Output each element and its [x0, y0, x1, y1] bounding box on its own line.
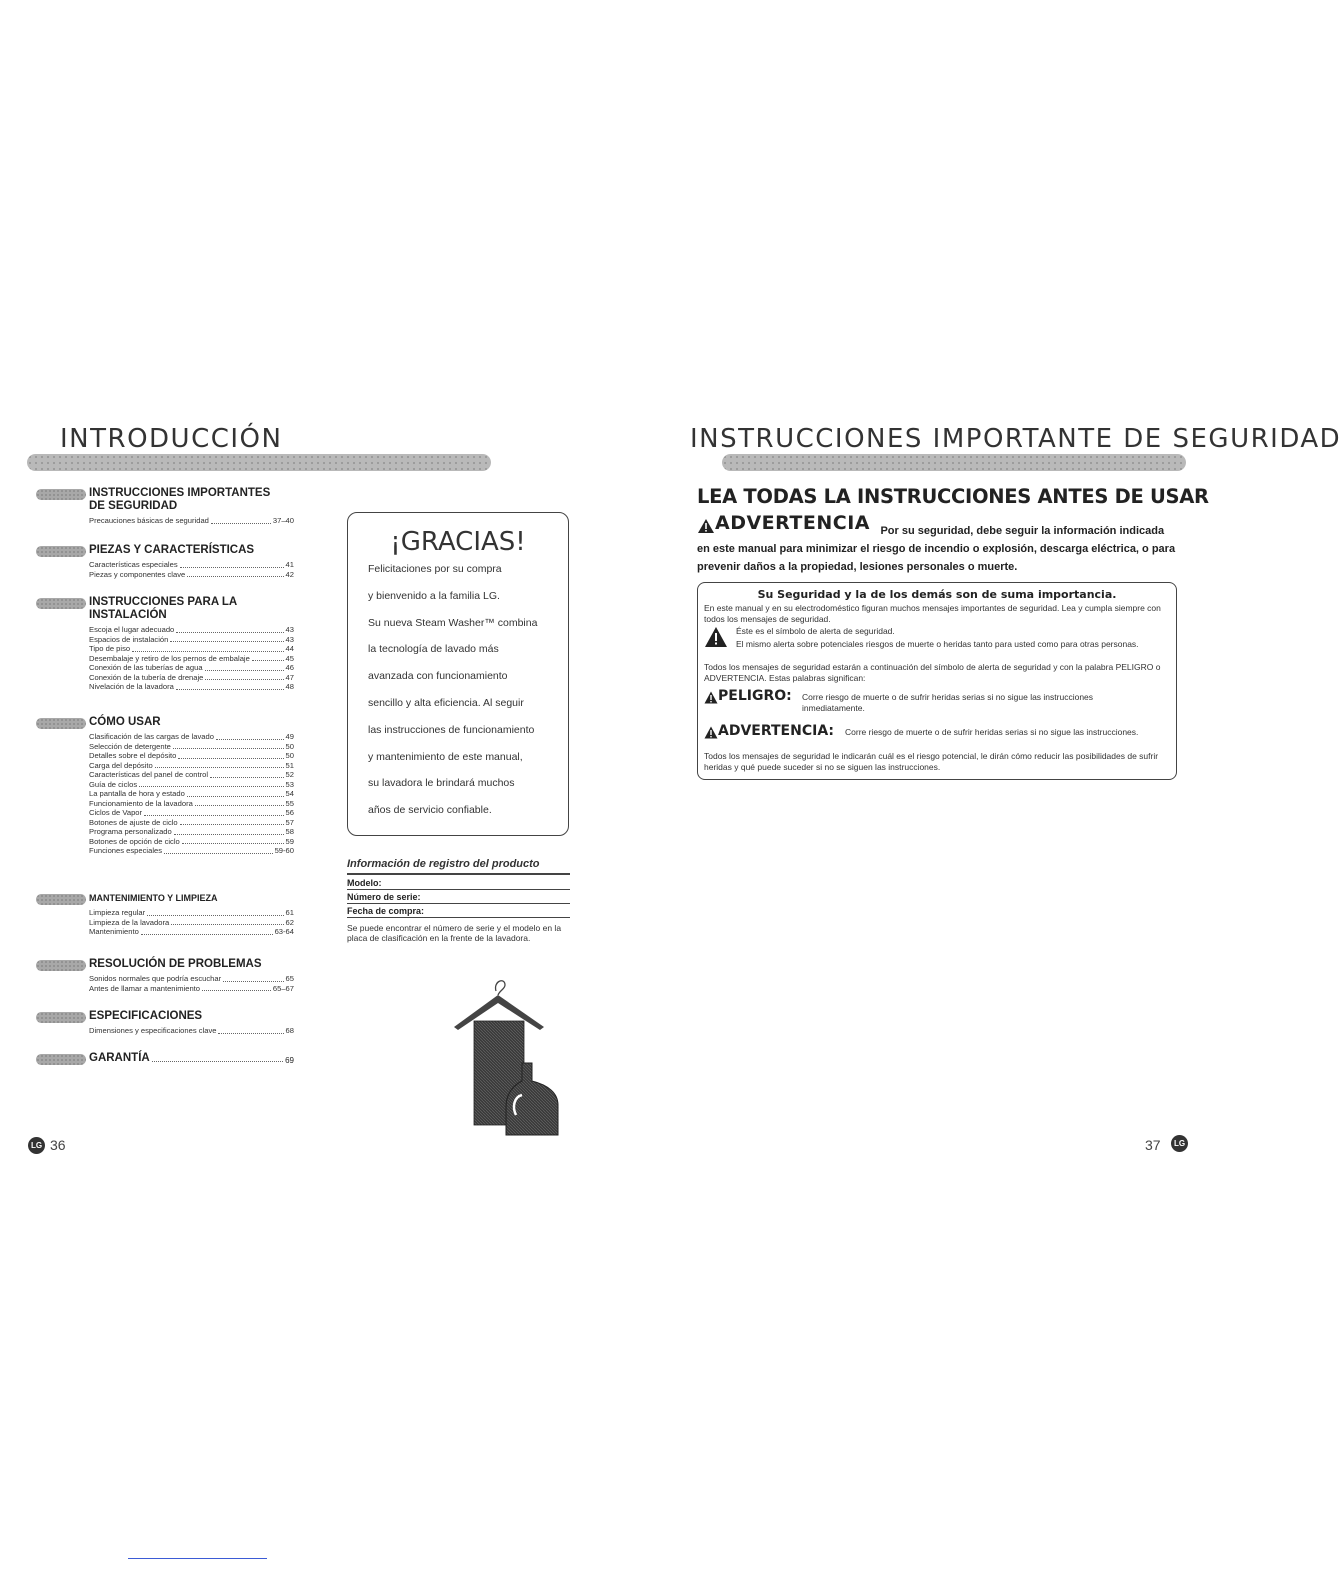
toc-item: [89, 663, 294, 673]
toc-item: [89, 751, 294, 761]
toc-item-text: Características especiales: [89, 560, 178, 569]
toc-item-page: 49: [285, 732, 294, 741]
toc-item-text: Sonidos normales que podría escuchar: [89, 974, 222, 983]
toc-item-text: Ciclos de Vapor: [89, 808, 143, 817]
toc-heading: PIEZAS Y CARACTERÍSTICAS: [89, 544, 255, 556]
toc-item-page: 65–67: [272, 983, 294, 993]
toc-item-text: Programa personalizado: [89, 827, 172, 836]
toc-item-text: Características del panel de control: [89, 770, 209, 779]
model-field: [347, 878, 570, 890]
toc-pill-icon: [36, 1012, 86, 1023]
safety-intro: En este manual y en su electrodoméstico figuran muchos mensajes importantes de seguridad. Lea y cumpla siempre con todos los mensajes de seguridad.: [704, 603, 1161, 624]
toc-item-page: 58: [285, 827, 294, 836]
toc-section: [36, 596, 306, 692]
toc-item-page: 52: [285, 770, 294, 779]
toc-leader-dots: [252, 660, 284, 661]
toc-item-page: 54: [285, 789, 294, 798]
toc-item: [89, 644, 294, 654]
toc-item: [89, 808, 294, 818]
toc-item-text: Guía de ciclos: [89, 779, 138, 789]
toc-item-text: Piezas y componentes clave: [89, 569, 186, 579]
toc-item-page: 45: [285, 653, 294, 663]
toc-item: [89, 770, 294, 780]
toc-item-text: Limpieza regular: [89, 908, 146, 917]
toc-item: [89, 560, 294, 570]
toc-item-text: Tipo de piso: [89, 644, 131, 653]
toc-pill-icon: [36, 598, 86, 609]
toc-item-page: 65: [285, 974, 294, 983]
toc-item-text: Botones de ajuste de ciclo: [89, 817, 178, 827]
toc-item-text: Conexión de la tubería de drenaje: [89, 672, 204, 682]
toc-item-text: La pantalla de hora y estado: [89, 789, 185, 798]
gracias-line: la tecnología de lavado más: [368, 643, 499, 656]
toc-item: [89, 654, 294, 664]
toc-section: [36, 892, 306, 937]
toc-item-text: Conexión de las tuberías de agua: [89, 663, 203, 672]
safety-closing: Todos los mensajes de seguridad le indicarán cuál es el riesgo potencial, le dirán cómo reducir las posibilidades de sufrir heridas y qué puede suceder si no se siguen las instrucciones.: [704, 751, 1159, 772]
toc-item-page: 42: [285, 569, 294, 579]
title-bar-right: [722, 454, 1186, 471]
footer-link-underline: [128, 1558, 267, 1559]
gracias-line: avanzada con funcionamiento: [368, 670, 508, 683]
toc-item-text: Dimensiones y especificaciones clave: [89, 1026, 217, 1035]
gracias-line: Su nueva Steam Washer™ combina: [368, 616, 538, 629]
toc-item-page: 59-60: [274, 846, 294, 855]
toc-item-page: 44: [285, 644, 294, 653]
toc-leader-dots: [178, 758, 283, 759]
toc-item: [89, 742, 294, 752]
toc-pill-icon: [36, 546, 86, 557]
toc-leader-dots: [187, 796, 284, 797]
advertencia-row: [704, 723, 834, 739]
lg-logo-text: LG: [30, 1141, 43, 1150]
toc-heading: CÓMO USAR: [89, 716, 161, 728]
toc-leader-dots: [171, 924, 283, 925]
lg-logo-icon-right: [1171, 1135, 1188, 1152]
toc-leader-dots: [216, 739, 284, 740]
toc-leader-dots: [182, 843, 284, 844]
toc-item-page: 59: [285, 836, 294, 846]
advertencia-box-word: ADVERTENCIA:: [718, 723, 835, 739]
safety-box-title: Su Seguridad y la de los demás son de suma importancia.: [757, 588, 1117, 601]
toc-leader-dots: [223, 981, 283, 982]
toc-heading: GARANTÍA: [89, 1052, 150, 1064]
toc-item-text: Selección de detergente: [89, 741, 171, 751]
toc-leader-dots: [144, 815, 284, 816]
toc-leader-dots: [132, 651, 283, 652]
toc-item-page: 51: [285, 760, 294, 770]
toc-section: [36, 1052, 306, 1065]
safety-box: [697, 582, 1177, 780]
gracias-line: años de servicio confiable.: [368, 804, 492, 817]
toc-leader-dots: [195, 805, 284, 806]
toc-item: [89, 516, 294, 526]
toc-item: [89, 799, 294, 809]
page-number-right: 37: [1145, 1137, 1161, 1153]
lg-logo-icon: [28, 1137, 45, 1154]
toc-leader-dots: [205, 679, 283, 680]
toc-leader-dots: [155, 767, 284, 768]
toc-item-page: 41: [285, 560, 294, 569]
serial-field: [347, 892, 570, 904]
toc-item: [89, 673, 294, 683]
toc-item-page: 63-64: [274, 927, 294, 936]
read-all-heading: LEA TODAS LA INSTRUCCIONES ANTES DE USAR: [697, 485, 1209, 508]
model-label: Modelo:: [347, 878, 382, 888]
toc-pill-icon: [36, 894, 86, 905]
advertencia-heading: [697, 512, 870, 534]
toc-item-page: 53: [285, 779, 294, 789]
page-title-right: INSTRUCCIONES IMPORTANTE DE SEGURIDAD: [690, 424, 1341, 454]
toc-item: [89, 818, 294, 828]
toc-leader-dots: [152, 1061, 283, 1062]
toc-item: [89, 682, 294, 692]
toc-item: [89, 984, 294, 994]
toc-item: [89, 789, 294, 799]
toc-section: [36, 1010, 306, 1036]
hanger-illustration: [450, 975, 565, 1140]
toc-item-text: Detalles sobre el depósito: [89, 751, 177, 760]
lg-logo-text-right: LG: [1173, 1139, 1186, 1148]
toc-item-page: 43: [285, 634, 294, 644]
toc-leader-dots: [147, 915, 283, 916]
toc-leader-dots: [176, 689, 284, 690]
purchase-date-field: [347, 906, 570, 918]
toc-item-page: 55: [285, 798, 294, 808]
toc-item-text: Escoja el lugar adecuado: [89, 625, 175, 634]
toc-item-text: Precauciones básicas de seguridad: [89, 516, 209, 525]
toc-item-page: 43: [285, 625, 294, 634]
toc-item: [89, 625, 294, 635]
peligro-word: PELIGRO:: [718, 688, 792, 704]
toc-item: [89, 927, 294, 937]
toc-item-text: Desembalaje y retiro de los pernos de embalaje: [89, 653, 250, 663]
toc-item-page: 69: [285, 1056, 294, 1065]
toc-heading: INSTRUCCIONES IMPORTANTES DE SEGURIDAD: [89, 487, 271, 512]
toc-leader-dots: [139, 786, 283, 787]
page-title-left: INTRODUCCIÓN: [60, 424, 283, 454]
toc-leader-dots: [210, 777, 284, 778]
toc-section: [36, 958, 306, 993]
toc-leader-dots: [164, 853, 273, 854]
toc-item-text: Nivelación de la lavadora: [89, 682, 174, 691]
toc-item: [89, 761, 294, 771]
gracias-line: y mantenimiento de este manual,: [368, 750, 523, 763]
toc-item-page: 46: [285, 663, 294, 672]
toc-item-page: 47: [285, 672, 294, 682]
advertencia-word: ADVERTENCIA: [715, 512, 870, 534]
toc-item-text: Botones de opción de ciclo: [89, 836, 180, 846]
toc-item-text: Carga del depósito: [89, 760, 153, 770]
toc-section: [36, 716, 306, 856]
gracias-line: Felicitaciones por su compra: [368, 563, 502, 575]
toc-item: [89, 1026, 294, 1036]
toc-item: [89, 974, 294, 984]
toc-leader-dots: [202, 990, 271, 991]
symbol-line-1: Éste es el símbolo de alerta de seguridad.: [736, 626, 895, 636]
serial-label: Número de serie:: [347, 892, 421, 902]
toc-item: [89, 780, 294, 790]
peligro-row: [704, 688, 792, 704]
peligro-text: Corre riesgo de muerte o de sufrir heridas serias si no sigue las instrucciones inmediatamente.: [802, 692, 1094, 713]
safety-alert-icon: [704, 626, 728, 648]
toc-item-text: Limpieza de la lavadora: [89, 917, 170, 927]
toc-item-page: 61: [285, 908, 294, 917]
toc-pill-icon: [36, 1054, 86, 1065]
toc-item-text: Mantenimiento: [89, 927, 139, 936]
advertencia-box-text: Corre riesgo de muerte o de sufrir heridas serias si no sigue las instrucciones.: [845, 727, 1139, 737]
toc-item-page: 57: [285, 817, 294, 827]
toc-item-page: 48: [285, 682, 294, 691]
toc-heading: MANTENIMIENTO Y LIMPIEZA: [89, 893, 218, 903]
safety-para2: Todos los mensajes de seguridad estarán a continuación del símbolo de alerta de seguridad y con la palabra PELIGRO o ADVERTENCIA. Estas palabras significan:: [704, 662, 1161, 683]
toc-heading: ESPECIFICACIONES: [89, 1010, 203, 1022]
toc-leader-dots: [170, 641, 283, 642]
toc-heading-row: [89, 1052, 294, 1065]
purchase-date-label: Fecha de compra:: [347, 906, 425, 916]
toc-leader-dots: [180, 824, 284, 825]
toc-item: [89, 846, 294, 856]
toc-pill-icon: [36, 718, 86, 729]
toc-item: [89, 827, 294, 837]
toc-item-page: 56: [285, 808, 294, 817]
gracias-line: las instrucciones de funcionamiento: [368, 723, 535, 736]
advertencia-block: [697, 512, 1179, 575]
peligro-triangle-icon: [704, 691, 718, 704]
toc-item-text: Antes de llamar a mantenimiento: [89, 983, 201, 993]
toc-leader-dots: [176, 632, 283, 633]
gracias-title: ¡GRACIAS!: [390, 527, 526, 557]
gracias-line: y bienvenido a la familia LG.: [368, 589, 500, 602]
toc-pill-icon: [36, 960, 86, 971]
toc-item: [89, 635, 294, 645]
toc-section: [36, 544, 306, 579]
toc-item-text: Clasificación de las cargas de lavado: [89, 732, 214, 741]
toc-item-page: 50: [285, 741, 294, 751]
toc-item-text: Funciones especiales: [89, 846, 163, 855]
registration-note: Se puede encontrar el número de serie y el modelo en la placa de clasificación en la frente de la lavadora.: [347, 923, 562, 943]
symbol-line-2: El mismo alerta sobre potenciales riesgos de muerte o heridas tanto para usted como para otras personas.: [736, 639, 1139, 649]
toc-leader-dots: [174, 834, 284, 835]
toc-item: [89, 837, 294, 847]
toc-item-text: Espacios de instalación: [89, 634, 169, 644]
toc-item-page: 62: [285, 917, 294, 927]
toc-leader-dots: [173, 748, 284, 749]
toc-item-page: 68: [285, 1026, 294, 1035]
toc-leader-dots: [211, 523, 271, 524]
gracias-box: [347, 512, 569, 836]
toc-item: [89, 918, 294, 928]
toc-pill-icon: [36, 489, 86, 500]
gracias-line: sencillo y alta eficiencia. Al seguir: [368, 697, 524, 709]
toc-item-text: Funcionamiento de la lavadora: [89, 798, 193, 808]
toc-heading: INSTRUCCIONES PARA LA INSTALACIÓN: [89, 596, 237, 621]
toc-leader-dots: [141, 934, 273, 935]
registration-rule: [347, 873, 570, 875]
warning-triangle-icon: [697, 518, 715, 534]
toc-leader-dots: [180, 567, 284, 568]
advertencia-text: Por su seguridad, debe seguir la información indicada en este manual para minimizar el riesgo de incendio o explosión, descarga eléctrica, o para prevenir daños a la propiedad, lesiones personales o muerte.: [697, 525, 1176, 573]
gracias-line: su lavadora le brindará muchos: [368, 777, 515, 790]
toc-item-page: 37–40: [272, 516, 294, 525]
toc-leader-dots: [218, 1033, 283, 1034]
toc-section: [36, 487, 306, 526]
toc-item-page: 50: [285, 751, 294, 760]
toc-heading: RESOLUCIÓN DE PROBLEMAS: [89, 958, 262, 970]
toc-item: [89, 908, 294, 918]
toc-leader-dots: [205, 670, 284, 671]
advertencia-triangle-icon: [704, 726, 718, 739]
toc-item: [89, 570, 294, 580]
toc-leader-dots: [187, 576, 283, 577]
page-number-left: 36: [50, 1137, 66, 1153]
toc-item: [89, 732, 294, 742]
registration-title: Información de registro del producto: [347, 858, 540, 870]
title-bar-left: [27, 454, 491, 471]
